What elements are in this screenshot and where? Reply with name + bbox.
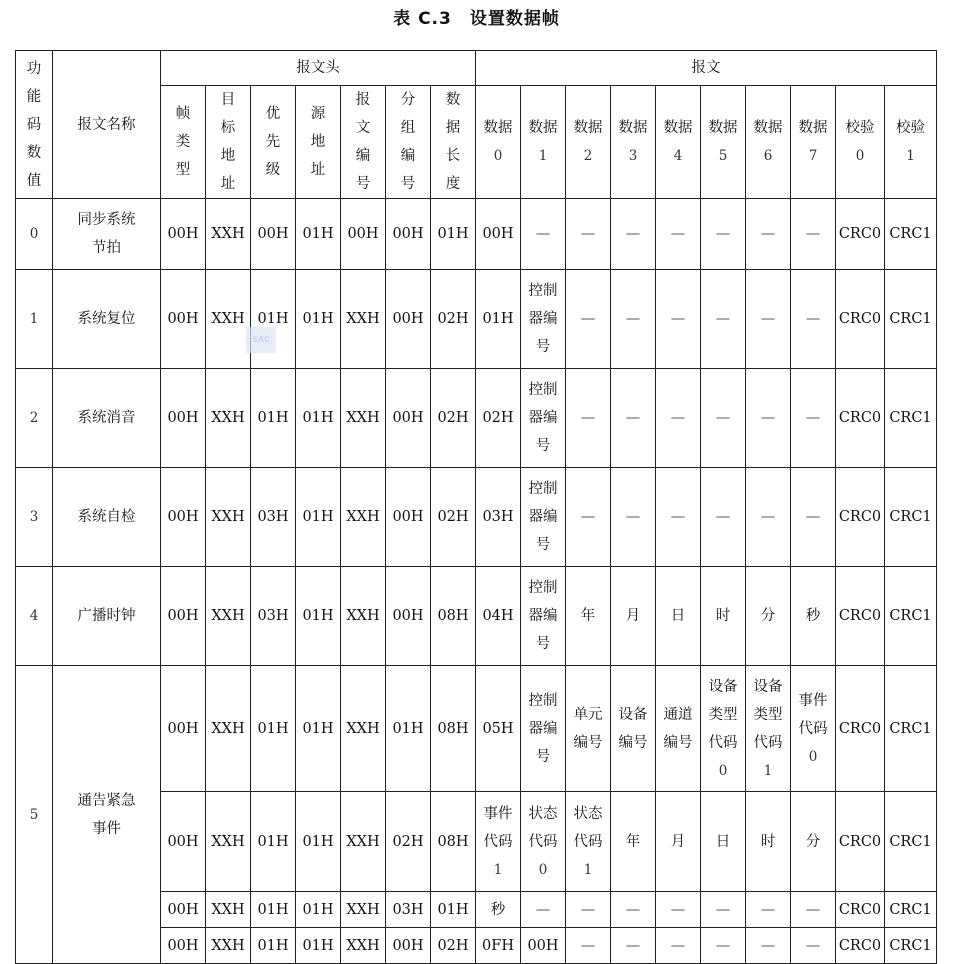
table-cell: 01H	[296, 199, 341, 270]
table-cell: —	[746, 468, 791, 567]
table-cell: 00H	[341, 199, 386, 270]
table-cell: 时	[746, 792, 791, 892]
table-cell: 设备 类型 代码 1	[746, 666, 791, 792]
table-cell: CRC0	[836, 270, 885, 369]
table-cell: 03H	[251, 468, 296, 567]
table-cell: 00H	[161, 892, 206, 928]
table-cell: CRC1	[885, 928, 937, 964]
table-cell: CRC0	[836, 369, 885, 468]
table-cell: XXH	[341, 792, 386, 892]
table-cell: 00H	[386, 270, 431, 369]
table-cell: 00H	[521, 928, 566, 964]
header-col: 数据 5	[701, 86, 746, 199]
table-cell: 01H	[251, 666, 296, 792]
table-cell: 01H	[431, 199, 476, 270]
table-cell: 00H	[476, 199, 521, 270]
table-cell: 01H	[251, 928, 296, 964]
table-cell: 控制 器编 号	[521, 666, 566, 792]
table-cell: CRC0	[836, 199, 885, 270]
table-cell: 00H	[161, 928, 206, 964]
table-cell: XXH	[206, 468, 251, 567]
table-cell: CRC1	[885, 468, 937, 567]
table-cell: —	[791, 369, 836, 468]
header-col: 数据 2	[566, 86, 611, 199]
table-cell: —	[611, 928, 656, 964]
table-cell: XXH	[341, 928, 386, 964]
table-cell: CRC1	[885, 792, 937, 892]
table-cell: 00H	[386, 928, 431, 964]
table-cell: 01H	[296, 270, 341, 369]
table-cell: XXH	[341, 892, 386, 928]
table-cell: 02H	[431, 928, 476, 964]
table-cell: —	[566, 270, 611, 369]
table-cell: XXH	[206, 892, 251, 928]
table-cell: XXH	[206, 792, 251, 892]
header-group-message-head: 报文头	[161, 51, 476, 86]
table-cell: 01H	[296, 468, 341, 567]
table-cell: 01H	[386, 666, 431, 792]
table-cell: 08H	[431, 792, 476, 892]
table-cell: XXH	[206, 666, 251, 792]
function-code-cell: 0	[16, 199, 53, 270]
table-cell: CRC1	[885, 369, 937, 468]
table-cell: XXH	[341, 666, 386, 792]
table-cell: 事件 代码 1	[476, 792, 521, 892]
table-cell: —	[611, 468, 656, 567]
table-cell: 02H	[431, 369, 476, 468]
data-frame-table	[15, 50, 937, 964]
table-cell: —	[521, 892, 566, 928]
table-cell: 01H	[296, 792, 341, 892]
table-cell: 月	[656, 792, 701, 892]
table-cell: 00H	[386, 199, 431, 270]
header-col: 报 文 编 号	[341, 86, 386, 199]
table-cell: CRC0	[836, 468, 885, 567]
header-function-code: 功 能 码 数 值	[16, 51, 53, 199]
table-cell: 02H	[431, 468, 476, 567]
table-cell: 00H	[251, 199, 296, 270]
table-cell: CRC0	[836, 892, 885, 928]
table-cell: 01H	[251, 892, 296, 928]
header-col: 数据 0	[476, 86, 521, 199]
table-cell: —	[611, 369, 656, 468]
table-cell: 控制 器编 号	[521, 468, 566, 567]
table-cell: 秒	[791, 567, 836, 666]
message-name-cell: 通告紧急 事件	[53, 666, 161, 964]
table-cell: —	[791, 892, 836, 928]
table-cell: 年	[611, 792, 656, 892]
table-cell: 00H	[161, 270, 206, 369]
table-cell: 年	[566, 567, 611, 666]
table-cell: —	[791, 199, 836, 270]
table-title: 表 C.3 设置数据帧	[393, 9, 560, 29]
table-cell: —	[566, 369, 611, 468]
header-col: 数 据 长 度	[431, 86, 476, 199]
table-cell: —	[701, 369, 746, 468]
table-cell: 01H	[296, 369, 341, 468]
table-cell: XXH	[206, 199, 251, 270]
table-cell: 04H	[476, 567, 521, 666]
table-cell: 事件 代码 0	[791, 666, 836, 792]
table-cell: 时	[701, 567, 746, 666]
table-cell: 03H	[476, 468, 521, 567]
table-cell: 分	[746, 567, 791, 666]
table-cell: 0FH	[476, 928, 521, 964]
table-cell: —	[791, 270, 836, 369]
table-cell: 08H	[431, 567, 476, 666]
table-cell: —	[656, 892, 701, 928]
table-cell: 00H	[161, 567, 206, 666]
function-code-cell: 2	[16, 369, 53, 468]
table-cell: 设备 类型 代码 0	[701, 666, 746, 792]
table-cell: —	[611, 199, 656, 270]
table-cell: —	[566, 199, 611, 270]
header-col: 校验 0	[836, 86, 885, 199]
table-cell: 控制 器编 号	[521, 567, 566, 666]
header-col: 优 先 级	[251, 86, 296, 199]
table-cell: 控制 器编 号	[521, 270, 566, 369]
table-cell: 控制 器编 号	[521, 369, 566, 468]
table-cell: —	[701, 928, 746, 964]
table-cell: —	[701, 199, 746, 270]
table-cell: 00H	[386, 468, 431, 567]
table-cell: 01H	[431, 892, 476, 928]
table-cell: 02H	[431, 270, 476, 369]
function-code-cell: 1	[16, 270, 53, 369]
table-cell: XXH	[341, 567, 386, 666]
header-col: 校验 1	[885, 86, 937, 199]
table-cell: 01H	[296, 666, 341, 792]
message-name-cell: 系统复位	[53, 270, 161, 369]
table-cell: CRC1	[885, 892, 937, 928]
table-cell: 单元 编号	[566, 666, 611, 792]
header-col: 数据 7	[791, 86, 836, 199]
table-cell: 03H	[386, 892, 431, 928]
table-cell: 08H	[431, 666, 476, 792]
header-message-name: 报文名称	[53, 51, 161, 199]
table-cell: —	[566, 892, 611, 928]
header-col: 数据 1	[521, 86, 566, 199]
table-cell: —	[656, 270, 701, 369]
table-cell: 月	[611, 567, 656, 666]
table-cell: 00H	[161, 468, 206, 567]
table-cell: 01H	[251, 369, 296, 468]
header-col: 数据 4	[656, 86, 701, 199]
table-cell: 02H	[386, 792, 431, 892]
table-cell: XXH	[206, 567, 251, 666]
table-cell: —	[566, 468, 611, 567]
table-cell: XXH	[341, 369, 386, 468]
header-col: 分 组 编 号	[386, 86, 431, 199]
table-cell: 通道 编号	[656, 666, 701, 792]
table-cell: 01H	[476, 270, 521, 369]
table-cell: —	[611, 270, 656, 369]
table-cell: —	[746, 928, 791, 964]
table-cell: XXH	[341, 270, 386, 369]
table-cell: —	[566, 928, 611, 964]
table-cell: CRC1	[885, 270, 937, 369]
table-cell: 状态 代码 1	[566, 792, 611, 892]
table-cell: 02H	[476, 369, 521, 468]
table-cell: —	[701, 468, 746, 567]
table-cell: —	[746, 892, 791, 928]
table-cell: CRC0	[836, 792, 885, 892]
table-cell: 00H	[161, 666, 206, 792]
header-col: 源 地 址	[296, 86, 341, 199]
table-cell: —	[791, 468, 836, 567]
table-cell: CRC0	[836, 666, 885, 792]
header-col: 目 标 地 址	[206, 86, 251, 199]
header-col: 数据 6	[746, 86, 791, 199]
function-code-cell: 3	[16, 468, 53, 567]
table-cell: 01H	[296, 928, 341, 964]
table-cell: —	[746, 199, 791, 270]
table-cell: XXH	[206, 928, 251, 964]
table-cell: XXH	[341, 468, 386, 567]
table-cell: 01H	[251, 792, 296, 892]
table-cell: CRC0	[836, 567, 885, 666]
table-cell: 05H	[476, 666, 521, 792]
table-cell: 秒	[476, 892, 521, 928]
table-cell: 00H	[161, 199, 206, 270]
table-cell: CRC1	[885, 567, 937, 666]
table-cell: CRC1	[885, 666, 937, 792]
table-cell: —	[611, 892, 656, 928]
table-cell: 03H	[251, 567, 296, 666]
table-cell: —	[791, 928, 836, 964]
table-cell: 日	[701, 792, 746, 892]
table-cell: 日	[656, 567, 701, 666]
function-code-cell: 4	[16, 567, 53, 666]
table-cell: 设备 编号	[611, 666, 656, 792]
table-cell: —	[701, 892, 746, 928]
table-cell: CRC0	[836, 928, 885, 964]
table-cell: XXH	[206, 369, 251, 468]
table-cell: XXH	[206, 270, 251, 369]
table-cell: —	[656, 369, 701, 468]
table-cell: 01H	[251, 270, 296, 369]
function-code-cell: 5	[16, 666, 53, 964]
message-name-cell: 广播时钟	[53, 567, 161, 666]
table-cell: 00H	[161, 792, 206, 892]
table-cell: —	[746, 270, 791, 369]
header-col: 数据 3	[611, 86, 656, 199]
table-cell: 00H	[161, 369, 206, 468]
table-cell: 00H	[386, 369, 431, 468]
message-name-cell: 同步系统 节拍	[53, 199, 161, 270]
message-name-cell: 系统消音	[53, 369, 161, 468]
message-name-cell: 系统自检	[53, 468, 161, 567]
table-cell: —	[656, 928, 701, 964]
table-cell: 00H	[386, 567, 431, 666]
table-cell: 01H	[296, 892, 341, 928]
table-cell: 状态 代码 0	[521, 792, 566, 892]
table-cell: 分	[791, 792, 836, 892]
table-cell: —	[656, 468, 701, 567]
table-cell: 01H	[296, 567, 341, 666]
header-group-message-body: 报文	[476, 51, 937, 86]
table-cell: —	[701, 270, 746, 369]
table-cell: CRC1	[885, 199, 937, 270]
sac-watermark: SAC	[246, 327, 276, 353]
table-cell: —	[746, 369, 791, 468]
table-cell: —	[656, 199, 701, 270]
table-cell: —	[521, 199, 566, 270]
header-col: 帧 类 型	[161, 86, 206, 199]
